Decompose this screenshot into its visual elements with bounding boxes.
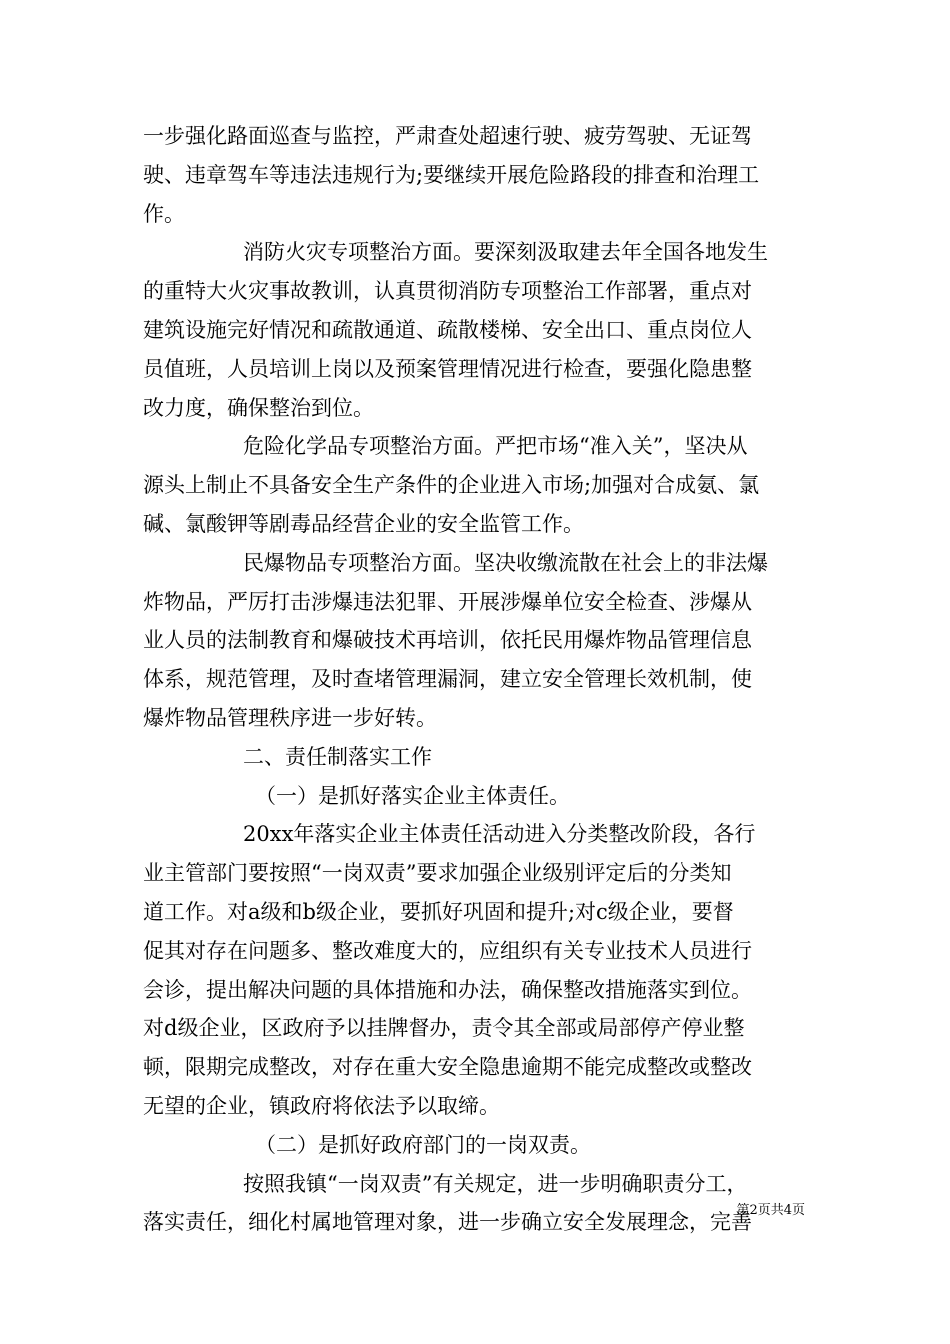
text-line: 炸物品，严厉打击涉爆违法犯罪、开展涉爆单位安全检查、涉爆从 (143, 589, 752, 614)
text-line: 落实责任，细化村属地管理对象，进一步确立安全发展理念，完善 (143, 1210, 752, 1235)
text-line: 消防火灾专项整治方面。要深刻汲取建去年全国各地发生 (243, 240, 768, 265)
text-line: 促其对存在问题多、整改难度大的，应组织有关专业技术人员进行 (143, 938, 752, 963)
text-line: 改力度，确保整治到位。 (143, 395, 374, 420)
text-line: 源头上制止不具备安全生产条件的企业进入市场;加强对合成氨、氯 (143, 473, 760, 498)
subsection-heading: （二）是抓好政府部门的一岗双责。 (255, 1132, 591, 1157)
document-body (143, 117, 808, 1242)
text-line: 民爆物品专项整治方面。坚决收缴流散在社会上的非法爆 (243, 550, 768, 575)
page-number: 第2页共4页 (736, 1203, 805, 1218)
text-line: 一步强化路面巡查与监控，严肃查处超速行驶、疲劳驾驶、无证驾 (143, 124, 752, 148)
text-line: 的重特大火灾事故教训，认真贯彻消防专项整治工作部署，重点对 (143, 279, 752, 304)
text-line: 碱、氯酸钾等剧毒品经营企业的安全监管工作。 (143, 511, 584, 536)
text-line: 对d级企业，区政府予以挂牌督办，责令其全部或局部停产停业整 (143, 1016, 745, 1041)
text-line: 员值班，人员培训上岗以及预案管理情况进行检查，要强化隐患整 (143, 356, 752, 381)
text-line: 按照我镇“一岗双责”有关规定，进一步明确职责分工， (243, 1171, 748, 1196)
text-line: 作。 (143, 201, 185, 226)
text-line: 建筑设施完好情况和疏散通道、疏散楼梯、安全出口、重点岗位人 (143, 317, 752, 342)
text-line: 20xx年落实企业主体责任活动进入分类整改阶段，各行 (243, 822, 756, 847)
section-heading: 二、责任制落实工作 (243, 744, 432, 769)
text-line: 业人员的法制教育和爆破技术再培训，依托民用爆炸物品管理信息 (143, 628, 752, 653)
text-line: 顿，限期完成整改，对存在重大安全隐患逾期不能完成整改或整改 (143, 1055, 752, 1080)
text-line: 道工作。对a级和b级企业，要抓好巩固和提升;对c级企业，要督 (143, 899, 734, 924)
text-line: 体系，规范管理，及时查堵管理漏洞，建立安全管理长效机制，使 (143, 667, 752, 692)
text-line: 危险化学品专项整治方面。严把市场“准入关”，坚决从 (243, 434, 748, 459)
text-line: 业主管部门要按照“一岗双责”要求加强企业级别评定后的分类知 (143, 861, 732, 886)
subsection-heading: （一）是抓好落实企业主体责任。 (255, 783, 570, 808)
text-line: 驶、违章驾车等违法违规行为;要继续开展危险路段的排查和治理工 (143, 162, 760, 187)
text-line: 无望的企业，镇政府将依法予以取缔。 (143, 1093, 500, 1118)
text-line: 会诊，提出解决问题的具体措施和办法，确保整改措施落实到位。 (143, 977, 752, 1002)
text-line: 爆炸物品管理秩序进一步好转。 (143, 705, 437, 730)
